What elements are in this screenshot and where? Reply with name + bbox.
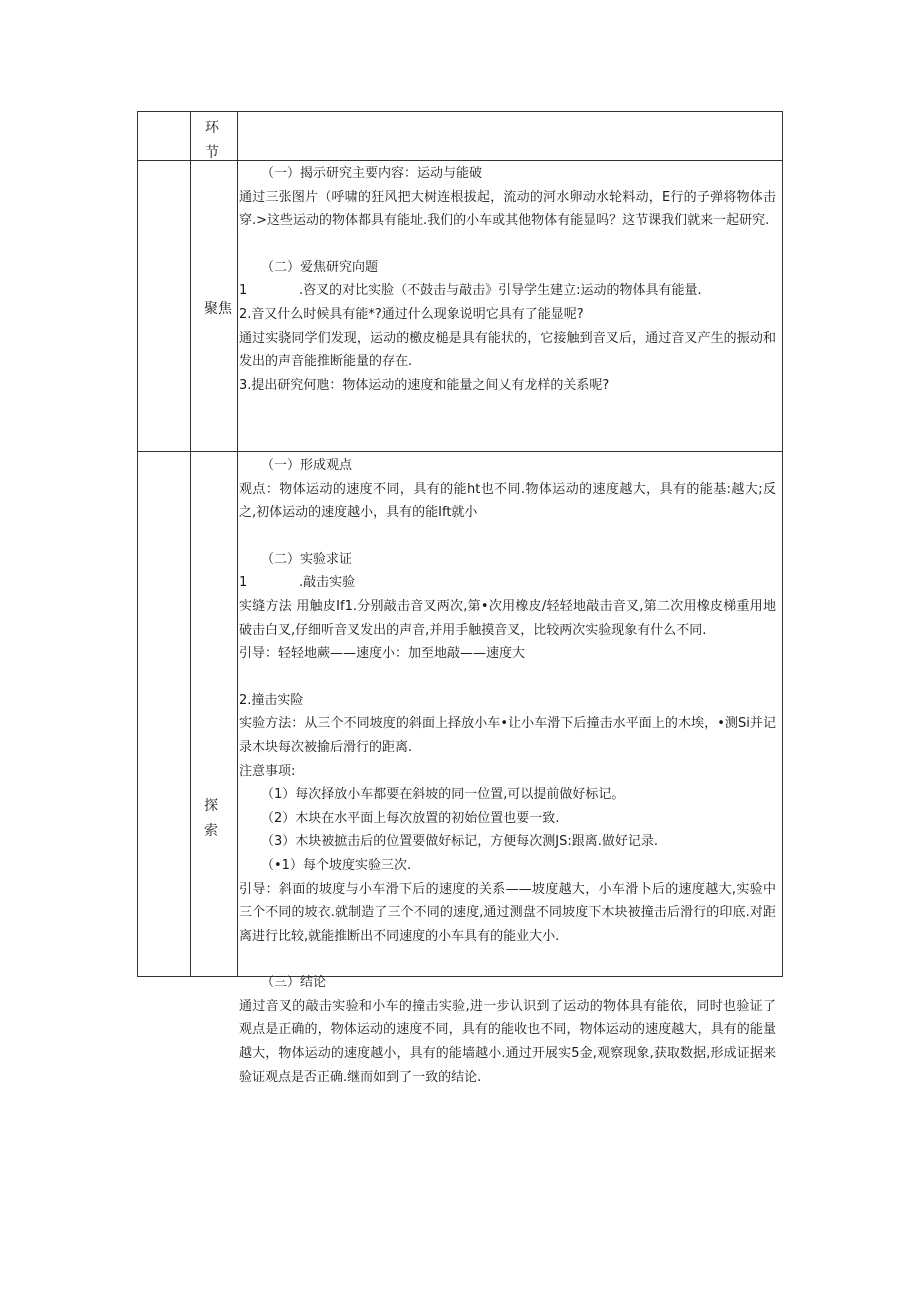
focus-content [239, 162, 776, 397]
explore-s3-paragraph: 通过音叉的敲击实验和小车的撞击实验,进一步认识到了运动的物体具有能依，同时也验证了观点是正确的，物体运动的速度不同，具有的能收也不同，物体运动的速度越大，具有的能量越大，物体运动的速度越小，具有的能墙越小.通过开展实5金,观察现象,获取数据,形成证据来验证观点是否正确.继而如到了一致的结论. [239, 998, 776, 1085]
explore-s2-title: （二）实验求证 [261, 551, 353, 567]
explore-note-1: （1）每次择放小车都要在斜坡的同一位置,可以提前做好标记。 [261, 787, 625, 803]
header-label-line1: 环 [205, 120, 219, 136]
explore-exp1-title: .敲击实验 [299, 575, 356, 591]
column-divider-2 [237, 112, 238, 976]
explore-exp2-guide: 引导：斜面的坡度与小车滑下后的速度的关系——坡度越大，小车滑卜后的速度越大,实验中三个不同的坡衣.就制造了三个不同的速度,通过测盘不同坡度下木块被撞击后滑行的印底.对距离进行比较,就能推断出不同速度的小车具有的能业大小. [239, 881, 776, 944]
explore-label-line2: 索 [204, 823, 218, 839]
explore-exp1-heading [239, 571, 776, 595]
focus-item1 [239, 279, 776, 303]
explore-exp1-method: 实缝方法 用触皮If1.分别敲击音叉两次,第•次用橡皮/轻轻地敲击音叉,第二次用橡皮梯重用地破击白叉,仔细听音叉发出的声音,并用手触摸音叉，比较两次实验现象有什么不同. [239, 598, 776, 638]
header-label-line2: 节 [205, 145, 219, 161]
focus-item2: 2.音又什么时候具有能*?通过什么现象说明它具有了能显呢? [239, 306, 584, 322]
explore-exp1-guide: 引导：轻轻地蕨——速度小：加至地敲——速度大 [239, 646, 526, 662]
explore-notes-title: 注意事项: [239, 763, 296, 779]
focus-item1-text: .咨叉的对比实脸（不鼓击与敲击》引导学生建立:运动的物体具有能量. [299, 283, 702, 299]
explore-exp2-method: 实验方法：从三个不同坡度的斜面上择放小车•让小车滑下后撞击水平面上的木埃，•测Si并记录木块每次被揄后滑行的距离. [239, 716, 776, 755]
explore-note-3: （3）木块被摭击后的位置要做好标记，方便每次测JS:跟离.做好记录. [261, 834, 659, 850]
focus-label: 聚焦 [204, 301, 232, 317]
focus-sub1-paragraph: 通过三张图片（呼啸的狂风把大树连根拔起，流动的河水卵动水轮料动，E行的子弹将物体击穿.>这些运动的物体都具有能址.我们的小车或其他物体有能显吗？这节课我们就来一起研究. [239, 189, 776, 229]
row-divider-2 [138, 451, 782, 452]
explore-s3-title: （三）结论 [261, 975, 327, 991]
focus-item2-paragraph: 通过实骁同学们发现，运动的檄皮槌是具有能状的，它接触到音叉后，通过音叉产生的振动和发出的声音能推断能量的存在. [239, 330, 776, 370]
focus-item1-number: 1 [239, 283, 248, 299]
explore-s1-paragraph: 观点：物体运动的速度不同，具有的能ht也不同.物体运动的速度越大，具有的能基:越大;反之,初体运动的速度越小，具有的能Ift就小 [239, 481, 776, 521]
row-divider-1 [138, 160, 782, 161]
column-divider-1 [190, 112, 191, 976]
explore-note-2: （2）木块在水平面上每次放置的初始位置也要一致. [261, 810, 560, 826]
focus-sub2-title: （二）爱焦研究向题 [261, 259, 379, 275]
explore-note-4: （•1）每个坡度实验三次. [261, 857, 412, 873]
focus-sub1-title: （一）揭示研究主要内容：运动与能破 [261, 166, 483, 181]
explore-label-line1: 探 [204, 798, 218, 814]
explore-exp2-title: 2.撞击实险 [239, 692, 304, 708]
lesson-table [137, 111, 783, 1085]
explore-exp1-number: 1 [239, 575, 248, 591]
explore-content [239, 454, 776, 1089]
explore-s1-title: （一）形成观点 [261, 458, 353, 473]
focus-item3: 3.提出研究何虺：物体运动的速度和能量之间乂有龙样的关系呢? [239, 377, 610, 393]
